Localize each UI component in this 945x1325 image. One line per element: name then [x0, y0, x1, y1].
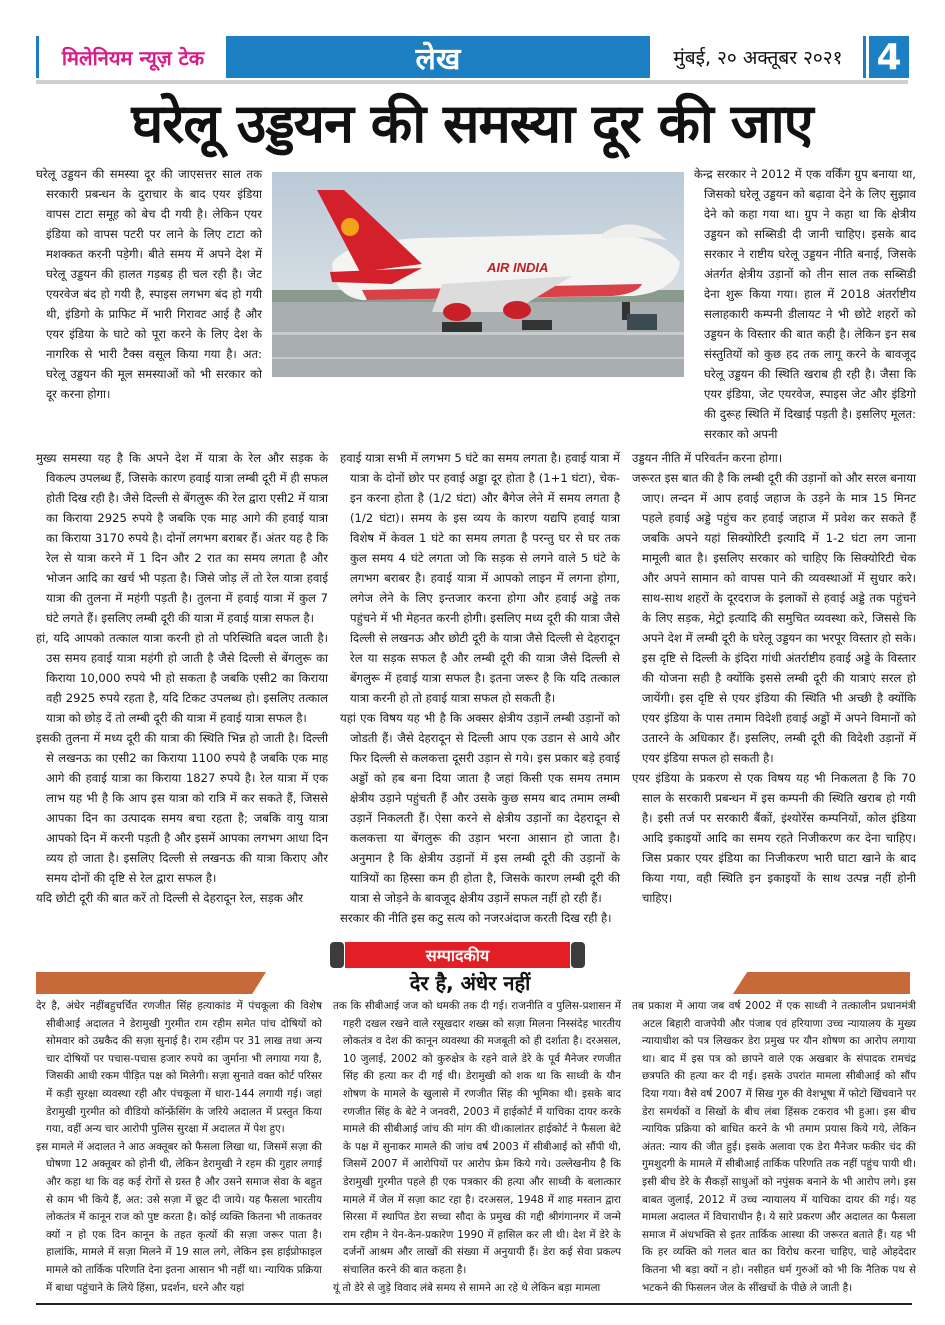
article-paragraph: यहां एक विषय यह भी है कि अक्सर क्षेत्रीय उड़ानें लम्बी उड़ानों को जोडती हैं। जैसे देहरादून से दिल्ली आप एक उडान से आये और फिर दिल्ली से कलकत्ता दूसरी उड़ान से गये। इस प्रकार बड़े हवाई अड्डों को हब बना दिया जाता है जहां किसी एक समय तमाम क्षेत्रीय उड़ाने पहुंचती हैं और उसके कुछ समय बाद तमाम लम्बी उड़ानें निकलती हैं। ऐसा करने से क्षेत्रीय उड़ानों का देहरादून से कलकत्ता या बेंगलुरू की उड़ान भरना आसान हो जाता है। अनुमान है कि क्षेत्रीय उड़ानों में इस लम्बी दूरी की उड़ानों के यात्रियों का हिस्सा कम ही होता है, जिसके कारण लम्बी दूरी की यात्रा से जोड़ने के बावजूद क्षेत्रीय उड़ानें सफल नहीं हो रही हैं। — [340, 711, 620, 905]
article-paragraph: हवाई यात्रा सभी में लगभग 5 घंटे का समय लगता है। हवाई यात्रा में यात्रा के दोनों छोर पर हवाई अड्डा दूर होता है (1+1 घंटा), चेक-इन करना होता है (1/2 घंटा) और बैगेज लेने में समय लगता है (1/2 घंटा)। समय के इस व्यय के कारण यद्यपि हवाई यात्रा विशेष में केवल 1 घंटे का समय लगता है परन्तु घर से घर तक कुल समय 4 घंटे लगता जो कि सड़क से लगने वाले 5 घंटे के लगभग बराबर है। हवाई यात्रा में आपको लाइन में लगना होगा, लगेज लेने के लिए इन्तजार करना होगा और हवाई अड्डे तक पहुंचने में भी मेहनत करनी होगी। इसलिए मध्य दूरी की यात्रा जैसे दिल्ली से लखनऊ और छोटी दूरी के यात्रा जैसे दिल्ली से देहरादून रेल या सड़क सफल है और लम्बी दूरी की यात्रा जैसे दिल्ली से बेंगलुरू में हवाई यात्रा सफल है। इतना जरूर है कि यदि तत्काल यात्रा करनी हो तो हवाई यात्रा सफल हो सकती है। — [340, 451, 620, 705]
editorial-paragraph: तब प्रकाश में आया जब वर्ष 2002 में एक साध्वी ने तत्कालीन प्रधानमंत्री अटल बिहारी वाजपेयी और पंजाब एवं हरियाणा उच्च न्यायालय के मुख्य न्यायाधीश को पत्र लिखकर डेरा प्रमुख पर यौन शोषण का आरोप लगाया था। बाद में इस पत्र को छापने वाले एक अखबार के संपादक रामचंद्र छत्रपति की हत्या कर दी गई। इसके उपरांत मामला सीबीआई को सौंप दिया गया। वैसे वर्ष 2007 में सिख गुरु की वेशभूषा में फोटो खिंचवाने पर डेरा समर्थकों व सिखों के बीच लंबा हिंसक टकराव भी हुआ। इस बीच न्यायिक प्रक्रिया को बाधित करने के भी तमाम प्रयास किये गये, लेकिन अंतत: न्याय की जीत हुई। इसके अलावा एक डेरा मैनेजर फकीर चंद की गुमशुदगी के मामले में सीबीआई तार्किक परिणति तक नहीं पहुंच पायी थी। इसी बीच डेरे के सैकड़ों साधुओं को नपुंसक बनाने के भी आरोप लगे। इस बाबत जुलाई, 2012 में उच्च न्यायालय में याचिका दायर की गई। यह मामला अदालत में विचाराधीन है। ये सारे प्रकरण और अदालत का फैसला समाज में अंधभक्ति से इतर तार्किक आस्था की जरूरत बताते हैं। यह भी कि हर व्यक्ति को गलत बात का विरोध करना चाहिए, चाहे ओहदेदार कितना भी बड़ा क्यों न हो। नसीहत धर्म गुरुओं को भी कि नैतिक पथ से भटकने की फिसलन जेल के सींखचों के पीछे ले जाती है। — [632, 1000, 916, 1294]
article-paragraph: मुख्य समस्या यह है कि अपने देश में यात्रा के रेल और सड़क के विकल्प उपलब्ध हैं, जिसके कारण हवाई यात्रा लम्बी दूरी में ही सफल होती दिख रही है। जैसे दिल्ली से बेंगलुरू की रेल द्वारा एसी2 में यात्रा का किराया 2925 रुपये है जबकि एक माह आगे की हवाई यात्रा का किराया 3170 रुपये है। दोनों लगभग बराबर हैं। अंतर यह है कि रेल से यात्रा करने में 1 दिन और 2 रात का समय लगता है और भोजन आदि का खर्च भी पड़ता है। जिसे जोड़ लें तो रेल यात्रा हवाई यात्रा की तुलना में महंगी पड़ती है। तुलना में हवाई यात्रा में कुल 7 घंटे लगते हैं। इसलिए लम्बी दूरी की यात्रा में हवाई यात्रा सफल है। — [36, 451, 328, 625]
editorial-paragraph: यूं तो डेरे से जुड़े विवाद लंबे समय से सामने आ रहे थे लेकिन बड़ा मामला — [333, 1281, 601, 1294]
article-bottom-row — [36, 448, 916, 928]
decorative-bar-left — [36, 972, 266, 994]
editorial-column-2 — [333, 998, 621, 1297]
article-paragraph: सरकार की नीति इस कटु सत्य को नजरअंदाज करती दिख रही है। — [340, 911, 612, 925]
bottom-divider — [36, 1303, 912, 1305]
editorial-column-1 — [36, 998, 322, 1297]
article-column-left — [36, 448, 328, 908]
section-label: लेख — [226, 36, 650, 78]
editorial-title: देर है, अंधेर नहीं — [409, 971, 531, 995]
editorial-paragraph: देर है, अंधेर नहींबहुचर्चित रणजीत सिंह हत्याकांड में पंचकूला की विशेष सीबीआई अदालत ने डेरामुखी गुरमीत राम रहीम समेत पांच दोषियों को सोमवार को उम्रकैद की सज़ा सुनाई है। राम रहीम पर 31 लाख तथा अन्य चार दोषियों पर पचास-पचास हजार रुपये का जुर्माना भी लगाया गया है, जिसकी आधी रकम पीड़ित पक्ष को मिलेगी। सज़ा सुनाते वक्त कोर्ट परिसर में कड़ी सुरक्षा व्यवस्था रही और पंचकूला में धारा-144 लगायी गई। जहां डेरामुखी गुरमीत को वीडियो कॉन्फ्रेंसिंग के जरिये अदालत में प्रस्तुत किया गया, वहीं अन्य चार आरोपी पुलिस सुरक्षा में अदालत में पेश हुए। — [36, 1000, 322, 1136]
article-paragraph: एयर इंडिया के प्रकरण से एक विषय यह भी निकलता है कि 70 साल के सरकारी प्रबन्धन में इस कम्पनी की स्थिति खराब हो गयी है। इसी तर्ज पर सरकारी बैंकों, इंश्योरेंस कम्पनियों, कोल इंडिया आदि इकाइयों आदि का समय रहते निजीकरण कर देना चाहिए। जिस प्रकार एयर इंडिया का निजीकरण भारी घाटा खाने के बाद किया गया, वही स्थिति इन इकाइयों के साथ उत्पन्न नहीं होनी चाहिए। — [632, 771, 916, 905]
page-content — [36, 86, 916, 1325]
editorial-header — [36, 942, 916, 998]
decorative-bar-right — [733, 972, 910, 994]
airline-logo-text: AIR INDIA — [487, 260, 549, 275]
article-column-left-top — [36, 164, 262, 404]
article-column-middle — [340, 448, 620, 928]
article-column-right — [632, 448, 916, 908]
editorial-row — [36, 998, 916, 1297]
article-paragraph: यदि छोटी दूरी की बात करें तो दिल्ली से देहरादून रेल, सड़क और — [36, 891, 303, 905]
editorial-paragraph: तक कि सीबीआई जज को धमकी तक दी गई। राजनीति व पुलिस-प्रशासन में गहरी दखल रखने वाले रसूखदार शख्स को सज़ा मिलना निस्संदेह भारतीय लोकतंत्र व देश की कानून व्यवस्था की मजबूती को ही दर्शाता है। दरअसल, 10 जुलाई, 2002 को कुरुक्षेत्र के रहने वाले डेरे के पूर्व मैनेजर रणजीत सिंह की हत्या कर दी गई थी। डेरामुखी को शक था कि साध्वी के यौन शोषण के मामले के खुलासे में रणजीत सिंह की भूमिका थी। इसके बाद रणजीत सिंह के बेटे ने जनवरी, 2003 में हाईकोर्ट में याचिका दायर करके मामले की सीबीआई जांच की मांग की थी।कालांतर हाईकोर्ट ने फैसला बेटे के पक्ष में सुनाकर मामले की जांच वर्ष 2003 में सीबीआई को सौंपी थी, जिसमें 2007 में आरोपियों पर आरोप फ्रेम किये गये। उल्लेखनीय है कि डेरामुखी गुरमीत पहले ही एक पत्रकार की हत्या और साध्वी के बलात्कार मामले में जेल में सज़ा काट रहा है। दरअसल, 1948 में शाह मस्तान द्वारा सिरसा में स्थापित डेरा सच्चा सौदा के प्रमुख की गद्दी श्रीगंगानगर में जन्मे राम रहीम ने येन-केन-प्रकारेण 1990 में हासिल कर ली थी। देश में डेरे के दर्जनों आश्रम और लाखों की संख्या में अनुयायी हैं। डेरा कई सेवा प्रकल्प संचालित करने की बात कहता है। — [333, 1000, 621, 1276]
article-paragraph: जरूरत इस बात की है कि लम्बी दूरी की उड़ानों को और सरल बनाया जाए। लन्दन में आप हवाई जहाज के उड़ने के मात्र 15 मिनट पहले हवाई अड्डे पहुंच कर हवाई जहाज में प्रवेश कर सकते हैं जबकि अपने यहां सिक्योरिटी इत्यादि में 1-2 घंटा लग जाना मामूली बात है। इसलिए सरकार को चाहिए कि सिक्योरिटी चेक और अपने सामान को वापस पाने की व्यवस्थाओं में सुधार करे। साथ-साथ शहरों के दूरदराज के इलाकों से हवाई अड्डे तक पहुंचने के लिए सड़क, मेट्रो इत्यादि की समुचित व्यवस्था करे, जिससे कि अपने देश में लम्बी दूरी के घरेलू उड्डयन का भरपूर विस्तार हो सके। इस दृष्टि से दिल्ली के इंदिरा गांधी अंतर्राष्टीय हवाई अड्डे के विस्तार की योजना सही है क्योंकि इससे लम्बी दूरी की यात्राएं सरल हो जायेंगी। इस दृष्टि से एयर इंडिया की स्थिति भी अच्छी है क्योंकि एयर इंडिया के पास तमाम विदेशी हवाई अड्डों में अपने विमानों को उतारने के अधिकार हैं। इसलिए, लम्बी दूरी की विदेशी उड़ानों में एयर इंडिया सफल हो सकती है। — [632, 471, 916, 765]
article-paragraph: हां, यदि आपको तत्काल यात्रा करनी हो तो परिस्थिति बदल जाती है। उस समय हवाई यात्रा महंगी हो जाती है जैसे दिल्ली से बेंगलुरू का किराया 10,000 रुपये भी हो सकता है जबकि एसी2 का किराया वही 2925 रुपये रहता है, यदि टिकट उपलब्ध हो। इसलिए तत्काल यात्रा को छोड़ दें तो लम्बी दूरी की यात्रा में हवाई यात्रा सफल है। — [36, 631, 328, 725]
article-headline: घरेलू उड्डयन की समस्या दूर की जाए — [131, 92, 813, 155]
article-top-row — [36, 164, 916, 444]
dateline: मुंबई, २० अक्तूबर २०२१ — [673, 47, 843, 69]
article-column-right-top — [694, 164, 916, 444]
editorial-column-3 — [632, 998, 916, 1297]
page-number: 4 — [866, 36, 909, 78]
air-india-plane-photo — [272, 172, 684, 377]
editorial-badge — [330, 942, 585, 968]
editorial-paragraph: इस मामले में अदालत ने आठ अक्तूबर को फैसला लिखा था, जिसमें सज़ा की घोषणा 12 अक्तूबर को होनी थी, लेकिन डेरामुखी ने रहम की गुहार लगाई और कहा था कि वह कई रोगों से ग्रस्त है और उसने समाज सेवा के बहुत से काम भी किये हैं, अत: उसे सज़ा में छूट दी जाये। यह फैसला भारतीय लोकतंत्र में कानून राज को पुष्ट करता है। कोई व्यक्ति कितना भी ताकतवर क्यों न हो एक दिन कानून के तहत कृत्यों की सज़ा जरूर पाता है। हालांकि, मामले में सज़ा मिलने में 19 साल लगे, लेकिन इस हाईप्रोफाइल मामले को तार्किक परिणति देना इतना आसान भी नहीं था। न्यायिक प्रक्रिया में बाधा पहुंचाने के लिये हिंसा, प्रदर्शन, धरने और यहां — [36, 1140, 322, 1294]
article-paragraph: इसकी तुलना में मध्य दूरी की यात्रा की स्थिति भिन्न हो जाती है। दिल्ली से लखनऊ का एसी2 का किराया 1100 रुपये है जबकि एक माह आगे की हवाई यात्रा का किराया 1827 रुपये है। रेल यात्रा में एक लाभ यह भी है कि आप इस यात्रा को रात्रि में कर सकते हैं, जिससे आपका दिन का उत्पादक समय बचा रहता है; जबकि वायु यात्रा आपको दिन में करनी पड़ती है और इसमें आपका लगभग आधा दिन व्यय हो जाता है। इसलिए दिल्ली से लखनऊ की यात्रा किराए और समय दोनों की दृष्टि से रेल द्वारा सफल है। — [36, 731, 328, 885]
header-divider — [36, 80, 908, 84]
editorial-badge-label: सम्पादकीय — [344, 942, 571, 968]
article-paragraph: घरेलू उड्डयन की समस्या दूर की जाएसत्तर साल तक सरकारी प्रबन्धन के दुराचार के बाद एयर इंडिया वापस टाटा समूह को बेच दी गयी है। लेकिन एयर इंडिया को वापस पटरी पर लाने के लिए टाटा को मशक्कत करनी पड़ेगी। बीते समय में अपने देश में घरेलू उड्डयन की हालत गड़बड़ ही चल रही है। जेट एयरवेज बंद हो गयी है, स्पाइस लगभग बंद हो गयी थी, इंडिगो के प्राफिट में भारी गिरावट आई है और एयर इंडिया के घाटे को पूरा करने के लिए देश के नागरिक से भारी टैक्स वसूल किया गया है। अत: घरेलू उड्डयन की मूल समस्याओं को भी सरकार को दूर करना होगा। — [36, 167, 262, 401]
article-paragraph: उड्डयन नीति में परिवर्तन करना होगा। — [632, 451, 783, 465]
publication-name: मिलेनियम न्यूज़ टेक — [36, 36, 227, 78]
article-paragraph: केन्द्र सरकार ने 2012 में एक वर्किंग ग्रुप बनाया था, जिसको घरेलू उड्डयन को बढ़ावा देने के लिए सुझाव देने को कहा गया था। ग्रुप ने कहा था कि क्षेत्रीय उड्डयन को सब्सिडी दी जानी चाहिए। इसके बाद सरकार ने राष्टीय घरेलू उड्डयन नीति बनाई, जिसके अंतर्गत क्षेत्रीय उड़ानों को तीन साल तक सब्सिडी देना शुरू किया गया। हाल में 2018 अंतर्राष्टीय सलाहकारी कम्पनी डीलायट ने भी छोटे शहरों को उड्डयन के विस्तार की बात कही है। लेकिन इन सब संस्तुतियों को कुछ हद तक लागू करने के बावजूद घरेलू उड्डयन की स्थिति खराब ही रही है। जैसा कि एयर इंडिया, जेट एयरवेज, स्पाइस जेट और इंडिगो की दुरूह स्थिति में दिखाई पड़ती है। इसलिए मूलत: सरकार को अपनी — [694, 167, 916, 441]
